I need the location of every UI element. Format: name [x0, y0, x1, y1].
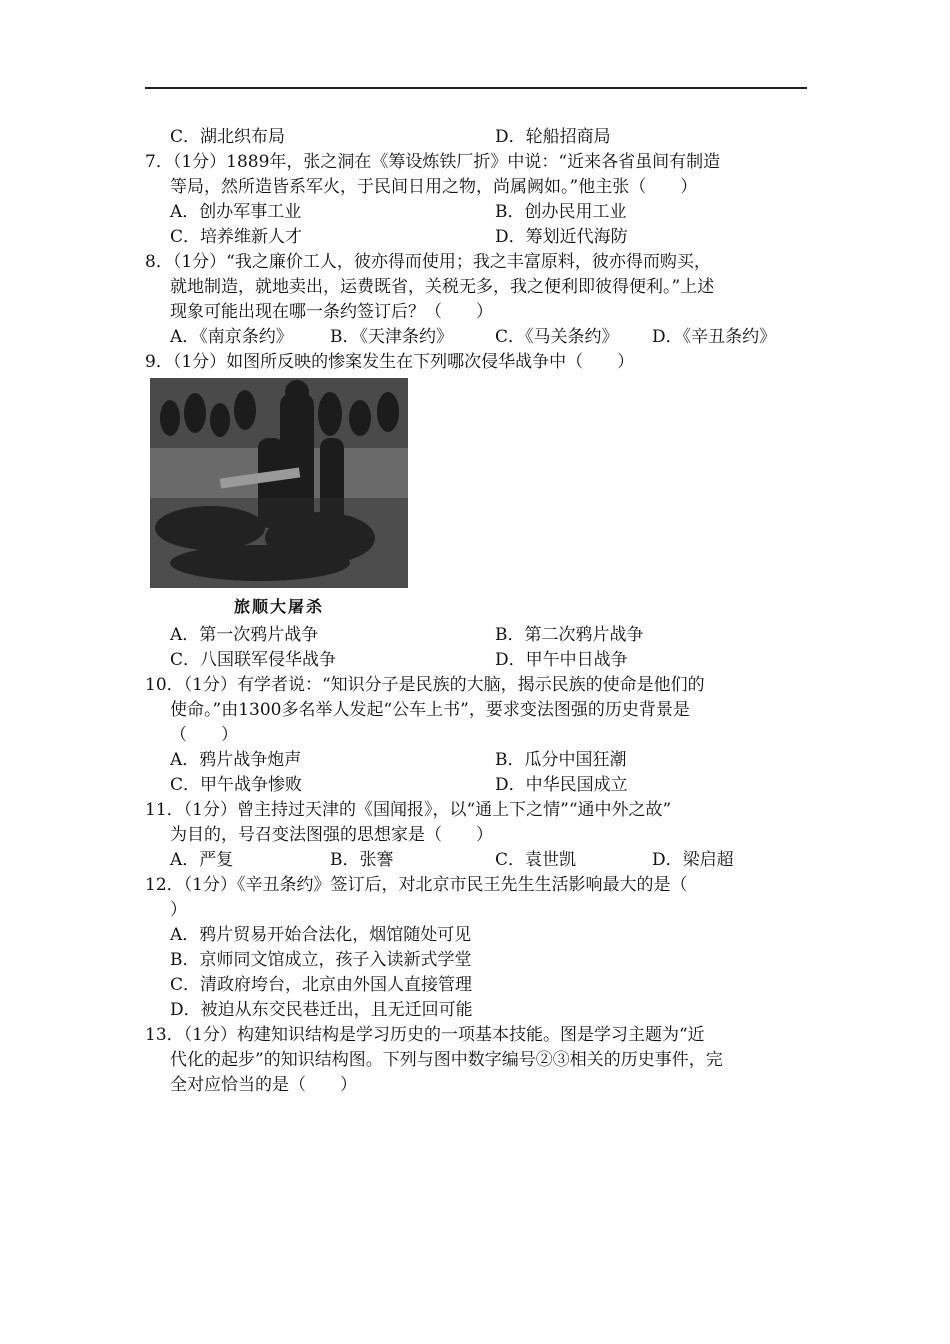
- q6-option-c: C．湖北织布局: [170, 127, 286, 147]
- q9-stem-line1: 9．（1分）如图所反映的惨案发生在下列哪次侵华战争中（ ）: [145, 352, 635, 372]
- q12-option-c: C．清政府垮台，北京由外国人直接管理: [170, 975, 473, 995]
- q8-option-a: A．《南京条约》: [170, 327, 293, 347]
- q12-option-b: B．京师同文馆成立，孩子入读新式学堂: [170, 950, 472, 970]
- q13-stem-line2: 代化的起步”的知识结构图。下列与图中数字编号②③相关的历史事件，完: [170, 1050, 723, 1070]
- q8-option-b: B．《天津条约》: [330, 327, 453, 347]
- q11-option-b: B．张謇: [330, 850, 394, 870]
- q7-option-d: D．筹划近代海防: [495, 227, 628, 247]
- q10-option-a: A．鸦片战争炮声: [170, 750, 302, 770]
- q8-option-d: D．《辛丑条约》: [652, 327, 777, 347]
- q8-stem-line1: 8．（1分）“我之廉价工人，彼亦得而使用；我之丰富原料，彼亦得而购买，: [145, 252, 711, 272]
- q8-stem-line2: 就地制造，就地卖出，运费既省，关税无多，我之便利即彼得便利。”上述: [170, 277, 715, 297]
- q13-stem-line1: 13．（1分）构建知识结构是学习历史的一项基本技能。图是学习主题为“近: [145, 1025, 705, 1045]
- q12-stem-line2: ）: [170, 900, 187, 920]
- q6-option-d: D．轮船招商局: [495, 127, 611, 147]
- q7-stem-line1: 7．（1分）1889年，张之洞在《筹设炼铁厂折》中说：“近来各省虽间有制造: [145, 152, 721, 172]
- q11-stem-line2: 为目的，号召变法图强的思想家是（ ）: [170, 825, 493, 845]
- q10-stem-line3: （ ）: [170, 725, 238, 745]
- q9-option-b: B．第二次鸦片战争: [495, 625, 644, 645]
- q11-option-c: C．袁世凯: [495, 850, 577, 870]
- q8-option-c: C．《马关条约》: [495, 327, 619, 347]
- q11-stem-line1: 11．（1分）曾主持过天津的《国闻报》，以“通上下之情”“通中外之故”: [145, 800, 672, 820]
- q7-option-c: C．培养维新人才: [170, 227, 303, 247]
- q9-option-a: A．第一次鸦片战争: [170, 625, 319, 645]
- q7-option-a: A．创办军事工业: [170, 202, 302, 222]
- q11-option-d: D．梁启超: [652, 850, 734, 870]
- q10-option-b: B．瓜分中国狂潮: [495, 750, 627, 770]
- q8-stem-line3: 现象可能出现在哪一条约签订后？（ ）: [170, 302, 493, 322]
- historical-photo: [150, 378, 408, 588]
- header-rule: [145, 87, 807, 89]
- q10-option-d: D．中华民国成立: [495, 775, 628, 795]
- q12-stem-line1: 12．（1分）《辛丑条约》签订后，对北京市民王先生生活影响最大的是（: [145, 875, 688, 895]
- q10-option-c: C．甲午战争惨败: [170, 775, 303, 795]
- photo-caption: 旅顺大屠杀: [233, 597, 324, 616]
- q10-stem-line1: 10．（1分）有学者说：“知识分子是民族的大脑，揭示民族的使命是他们的: [145, 675, 705, 695]
- photo-illustration: [150, 378, 408, 588]
- q11-option-a: A．严复: [170, 850, 234, 870]
- q12-option-d: D．被迫从东交民巷迁出，且无迁回可能: [170, 1000, 473, 1020]
- q12-option-a: A．鸦片贸易开始合法化，烟馆随处可见: [170, 925, 472, 945]
- q7-stem-line2: 等局，然所造皆系军火，于民间日用之物，尚属阙如。”他主张（ ）: [170, 177, 698, 197]
- q13-stem-line3: 全对应恰当的是（ ）: [170, 1075, 357, 1095]
- q10-stem-line2: 使命。”由1300多名举人发起“公车上书”，要求变法图强的历史背景是: [170, 700, 690, 720]
- q9-option-d: D．甲午中日战争: [495, 650, 628, 670]
- q7-option-b: B．创办民用工业: [495, 202, 627, 222]
- q9-option-c: C．八国联军侵华战争: [170, 650, 337, 670]
